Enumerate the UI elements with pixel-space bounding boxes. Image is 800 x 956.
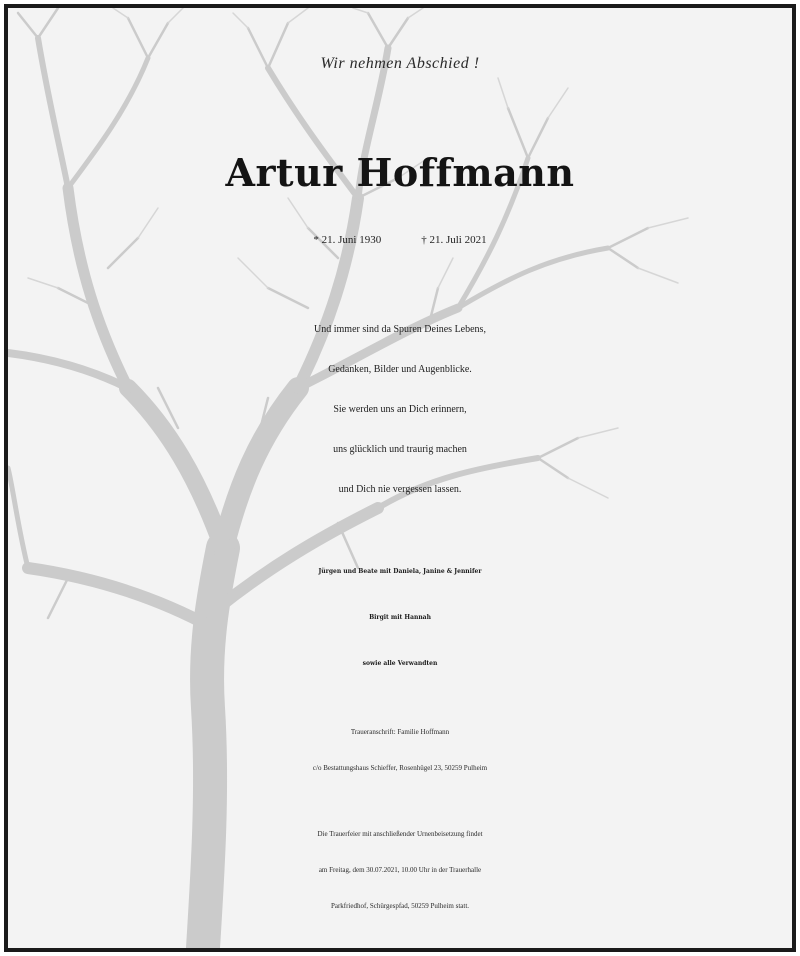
ceremony-info-line: Parkfriedhof, Schürgespfad, 50259 Pulheim statt. [330, 902, 470, 910]
notice-content [8, 8, 792, 948]
mourners-line: Jürgen und Beate mit Daniela, Janine & Jennifer [318, 568, 482, 575]
birth-date: * 21. Juni 1930 [313, 234, 382, 246]
ceremony-info-line: am Freitag, dem 30.07.2021, 10.00 Uhr in der Trauerhalle [318, 866, 482, 874]
poem-line: Sie werden uns an Dich erinnern, [333, 404, 467, 415]
obituary-notice [4, 4, 796, 952]
poem-line: Gedanken, Bilder und Augenblicke. [328, 364, 472, 375]
ceremony-info-line: Die Trauerfeier mit anschließender Urnenbeisetzung findet [317, 830, 483, 838]
poem-line: Und immer sind da Spuren Deines Lebens, [314, 324, 486, 335]
mourners-line: Birgit mit Hannah [369, 614, 431, 621]
mourning-address-line: c/o Bestattungshaus Schieffer, Rosenhügel 23, 50259 Pulheim [312, 764, 488, 772]
deceased-name: Artur Hoffmann [225, 150, 575, 195]
farewell-heading: Wir nehmen Abschied ! [320, 55, 480, 72]
life-dates [8, 234, 792, 246]
mourners-line: sowie alle Verwandten [362, 660, 438, 667]
poem-line: und Dich nie vergessen lassen. [338, 484, 462, 495]
mourning-address-line: Traueranschrift: Familie Hoffmann [350, 728, 450, 736]
death-date: † 21. Juli 2021 [421, 234, 487, 246]
poem-line: uns glücklich und traurig machen [333, 444, 467, 455]
